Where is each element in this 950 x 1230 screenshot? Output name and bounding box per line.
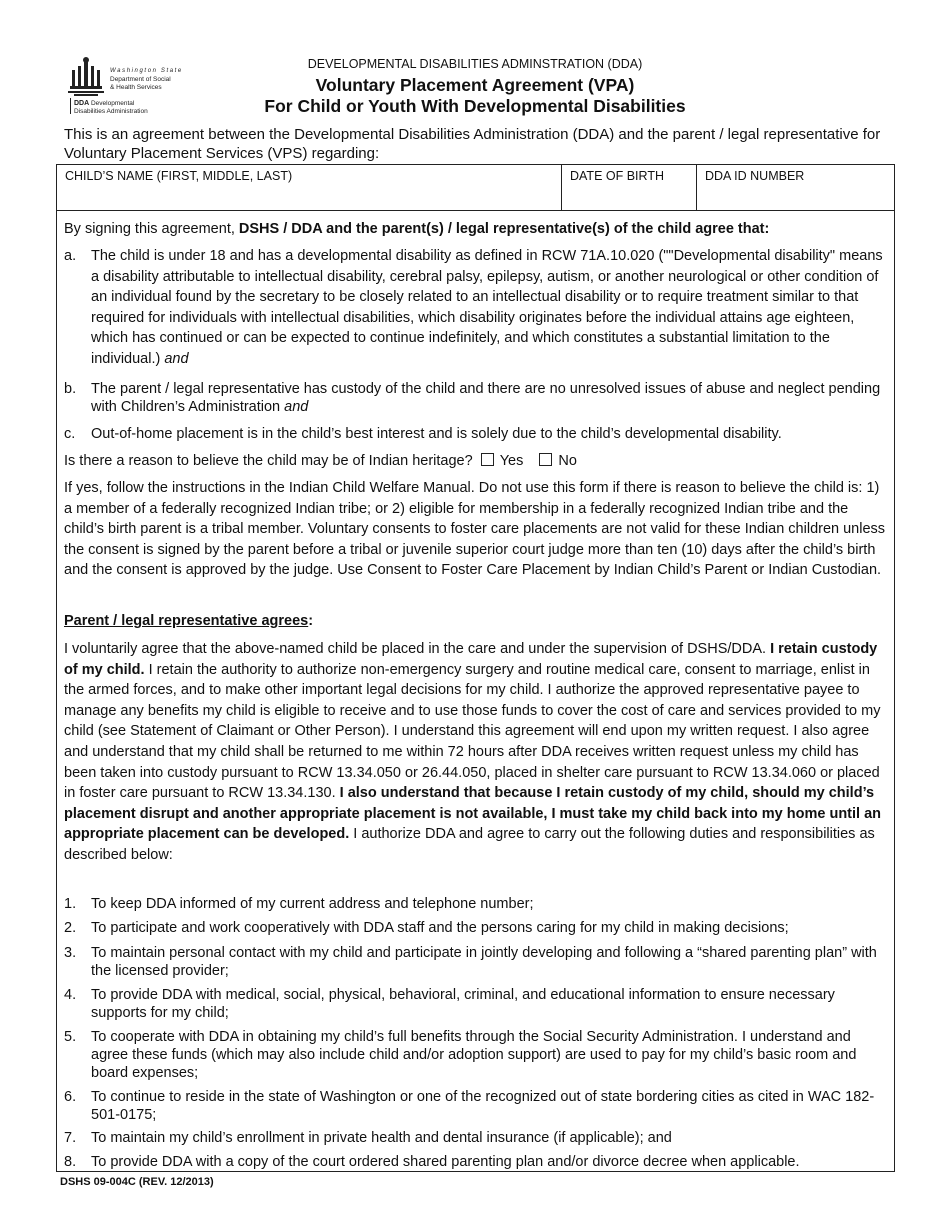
duty-item: 6. To continue to reside in the state of Washington or one of the recognized out of state bordering cities as cited in WAC 182-501-0175; [64, 1089, 875, 1123]
duty-item: 1. To keep DDA informed of my current address and telephone number; [64, 896, 534, 912]
agreement-item-a: a. The child is under 18 and has a developmental disability as defined in RCW 71A.10.020 (""Developmental disability" means a disability attributable to intellectual disability, cerebral palsy, epilepsy, autism, or another neurological or other condition of an individual found by the secretary to be closely related to an intellectual disability or to require treatment similar to that required for individuals with intellectual disabilities, which disability originates before the individual attains age eighteen, which has continued or can be expected to continue indefinitely, and which constitutes a substantial limitation to the individual.) and [64, 248, 883, 367]
heritage-no-label: No [558, 453, 577, 469]
date-of-birth-field[interactable] [562, 165, 697, 210]
heritage-yes-checkbox[interactable] [481, 453, 494, 466]
child-id-table [56, 164, 895, 211]
form-number: DSHS 09-004C (REV. 12/2013) [60, 1176, 214, 1188]
agreement-item-b: b. The parent / legal representative has custody of the child and there are no unresolved issues of abuse and neglect pending with Children’s Administration and [64, 381, 881, 415]
duty-item: 8. To provide DDA with a copy of the court ordered shared parenting plan and/or divorce decree when applicable. [64, 1154, 800, 1170]
duty-item: 7. To maintain my child’s enrollment in private health and dental insurance (if applicable); and [64, 1130, 672, 1146]
form-title: Voluntary Placement Agreement (VPA) [315, 75, 635, 95]
form-subtitle: For Child or Youth With Developmental Disabilities [264, 96, 686, 116]
duty-item: 2. To participate and work cooperatively with DDA staff and the persons caring for my child in making decisions; [64, 920, 789, 936]
agreement-lead: By signing this agreement, DSHS / DDA and the parent(s) / legal representative(s) of the child agree that: [64, 221, 770, 237]
heritage-question: Is there a reason to believe the child may be of Indian heritage? Yes No [64, 453, 577, 469]
logo-dda: DDA Developmental Disabilities Administration [74, 100, 148, 115]
indian-child-welfare-paragraph: If yes, follow the instructions in the Indian Child Welfare Manual. Do not use this form if there is reason to believe the child is: 1) a member of a federally recognized Indian tribe; or 2) eligible for membership in a federally recognized Indian tribe and the child’s birth parent is a tribal member. Voluntary consents to foster care placements are not valid for these Indian children unless the consent is signed by the parent before a tribal or juvenile superior court judge more than ten (10) days after the child’s birth and the consent is approved by the judge. Use Consent to Foster Care Placement by Indian Child’s Parent or Indian Custodian. [64, 480, 886, 579]
parent-agrees-heading: Parent / legal representative agrees: [64, 613, 314, 629]
logo-department: Department of Social & Health Services [110, 76, 171, 91]
duty-item: 5. To cooperate with DDA in obtaining my child’s full benefits through the Social Security Administration. I understand and agree these funds (which may also include child and/or adoption support) are used to pay for my child’s basic room and board expenses; [64, 1029, 857, 1081]
date-of-birth-label: DATE OF BIRTH [570, 169, 664, 183]
duty-item: 4. To provide DDA with medical, social, physical, behavioral, criminal, and educational information to ensure necessary supports for my child; [64, 987, 835, 1021]
child-name-label: CHILD’S NAME (FIRST, MIDDLE, LAST) [65, 169, 293, 183]
heritage-no-checkbox[interactable] [539, 453, 552, 466]
dda-id-label: DDA ID NUMBER [705, 169, 805, 183]
intro-text: This is an agreement between the Developmental Disabilities Administration (DDA) and the parent / legal representative for Voluntary Placement Services (VPS) regarding: [64, 126, 881, 162]
parent-agreement-paragraph: I voluntarily agree that the above-named child be placed in the care and under the supervision of DSHS/DDA. I retain custody of my child. I retain the authority to authorize non-emergency surgery and routine medical care, consent to marriage, enlist in the armed forces, and to make other important legal decisions for my child. I authorize the approved representative payee to manage any benefits my child is eligible to receive and to use those funds to cover the cost of care and services provided to my child (see Statement of Claimant or Other Person). I understand this agreement will end upon my written request. I also agree and understand that my child shall be returned to me within 72 hours after DDA receives written request unless my child has been taken into custody pursuant to RCW 13.34.050 or 26.44.050, placed in shelter care pursuant to RCW 13.34.060 or placed in foster care pursuant to RCW 13.34.130. I also understand that because I retain custody of my child, should my child’s placement disrupt and another appropriate placement is not available, I must take my child back into my home until an appropriate placement can be developed. I authorize DDA and agree to carry out the following duties and responsibilities as described below: [64, 641, 882, 863]
heritage-yes-label: Yes [499, 453, 524, 469]
child-name-field[interactable] [57, 165, 562, 210]
agreement-item-c: c. Out-of-home placement is in the child’s best interest and is solely due to the child’s developmental disability. [64, 426, 782, 442]
duty-item: 3. To maintain personal contact with my child and participate in jointly developing and following a “shared parenting plan” with the licensed provider; [64, 945, 877, 979]
agency-name: DEVELOPMENTAL DISABILITIES ADMINSTRATION (DDA) [307, 57, 643, 71]
dda-id-field[interactable] [697, 165, 894, 210]
logo-state: Washington State [110, 68, 183, 74]
